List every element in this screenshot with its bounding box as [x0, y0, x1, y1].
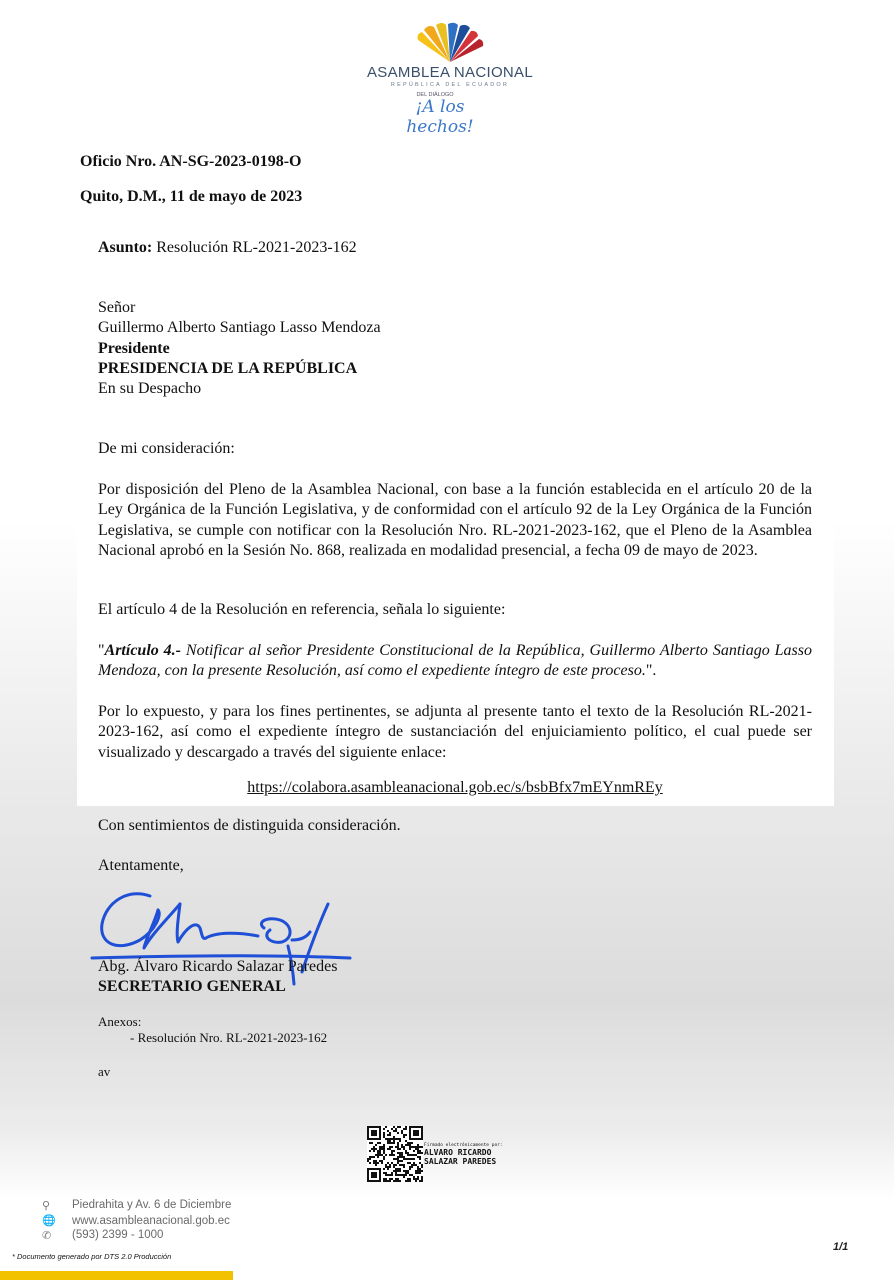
quote-label: Artículo 4.- — [104, 642, 182, 659]
asunto — [98, 238, 357, 258]
farewell: Atentamente, — [98, 857, 184, 874]
qr-caption: Firmado electrónicamente por: — [424, 1143, 503, 1148]
header-logo — [360, 22, 540, 137]
closing: Con sentimientos de distinguida consideración. — [98, 817, 401, 834]
initials: av — [98, 1064, 111, 1079]
tagline-small: DEL DIÁLOGO — [416, 92, 454, 98]
quote-text: Notificar al señor Presidente Constitucional de la República, Guillermo Alberto Santiago Lasso Mendoza, con la presente Resolución, así como el expediente íntegro de este proceso. — [98, 642, 813, 680]
greeting: De mi consideración: — [98, 440, 235, 457]
footer-yellow-bar — [0, 1271, 233, 1280]
expediente-link[interactable]: https://colabora.asambleanacional.gob.ec/s/bsbBfx7mEYnmREy — [247, 779, 663, 796]
place-date: Quito, D.M., 11 de mayo de 2023 — [80, 188, 303, 205]
paragraph-2: El artículo 4 de la Resolución en referencia, señala lo siguiente: — [98, 601, 506, 618]
addressee-institution: PRESIDENCIA DE LA REPÚBLICA — [98, 359, 358, 377]
page-number: 1/1 — [833, 1241, 849, 1253]
globe-icon: 🌐 — [42, 1214, 56, 1227]
addressee-name: Guillermo Alberto Santiago Lasso Mendoza — [98, 319, 381, 337]
logo-fan-icon — [410, 22, 490, 64]
paragraph-3: Por lo expuesto, y para los fines pertinentes, se adjunta al presente tanto el texto de la Resolución RL-2021-2023-162, así como el expediente íntegro de sustanciación del enjuiciamiento político, el cual puede ser visualizado y descargado a través del siguiente enlace: — [98, 703, 812, 761]
phone-icon: ✆ — [42, 1229, 52, 1242]
generated-note: * Documento generado por DTS 2.0 Producción — [12, 1252, 172, 1261]
addressee-block — [98, 298, 381, 399]
org-subtitle: REPÚBLICA DEL ECUADOR — [390, 82, 510, 88]
qr-signer-line2: SALAZAR PAREDES — [424, 1156, 497, 1166]
asunto-value: Resolución RL-2021-2023-162 — [152, 239, 357, 256]
qr-signer — [424, 1149, 496, 1166]
quote-open: " — [98, 642, 105, 659]
footer-phone: (593) 2399 - 1000 — [72, 1229, 164, 1241]
addressee-location: En su Despacho — [98, 380, 202, 398]
annexes-label: Anexos: — [98, 1014, 142, 1029]
qr-code-icon — [367, 1126, 423, 1182]
signer-title: SECRETARIO GENERAL — [98, 978, 286, 995]
org-name: ASAMBLEA NACIONAL — [367, 64, 533, 81]
quote-paragraph — [98, 641, 812, 682]
footer-address: Piedrahita y Av. 6 de Diciembre — [72, 1199, 232, 1211]
footer-website[interactable]: www.asambleanacional.gob.ec — [72, 1215, 230, 1227]
qr-signer-line1: ALVARO RICARDO — [424, 1148, 492, 1157]
location-pin-icon: ⚲ — [42, 1199, 51, 1212]
slogan: ¡A los hechos! — [406, 97, 474, 137]
signer-name: Abg. Álvaro Ricardo Salazar Paredes — [98, 958, 338, 975]
paragraph-1: Por disposición del Pleno de la Asamblea Nacional, con base a la función establecida en el artículo 20 de la Ley Orgánica de la Función Legislativa, y de conformidad con el artículo 92 de la Ley Orgánica de la Función Legislativa, se cumple con notificar con la Resolución Nro. RL-2021-2023-162, que el Pleno de la Asamblea Nacional aprobó en la Sesión No. 868, realizada en modalidad presencial, a fecha 09 de mayo de 2023. — [98, 481, 812, 559]
annex-item: - Resolución Nro. RL-2021-2023-162 — [130, 1030, 328, 1045]
asunto-label: Asunto: — [98, 239, 153, 256]
addressee-role: Presidente — [98, 339, 170, 357]
salutation: Señor — [98, 299, 136, 316]
quote-close: ". — [645, 662, 657, 680]
oficio-number: Oficio Nro. AN-SG-2023-0198-O — [80, 153, 302, 170]
